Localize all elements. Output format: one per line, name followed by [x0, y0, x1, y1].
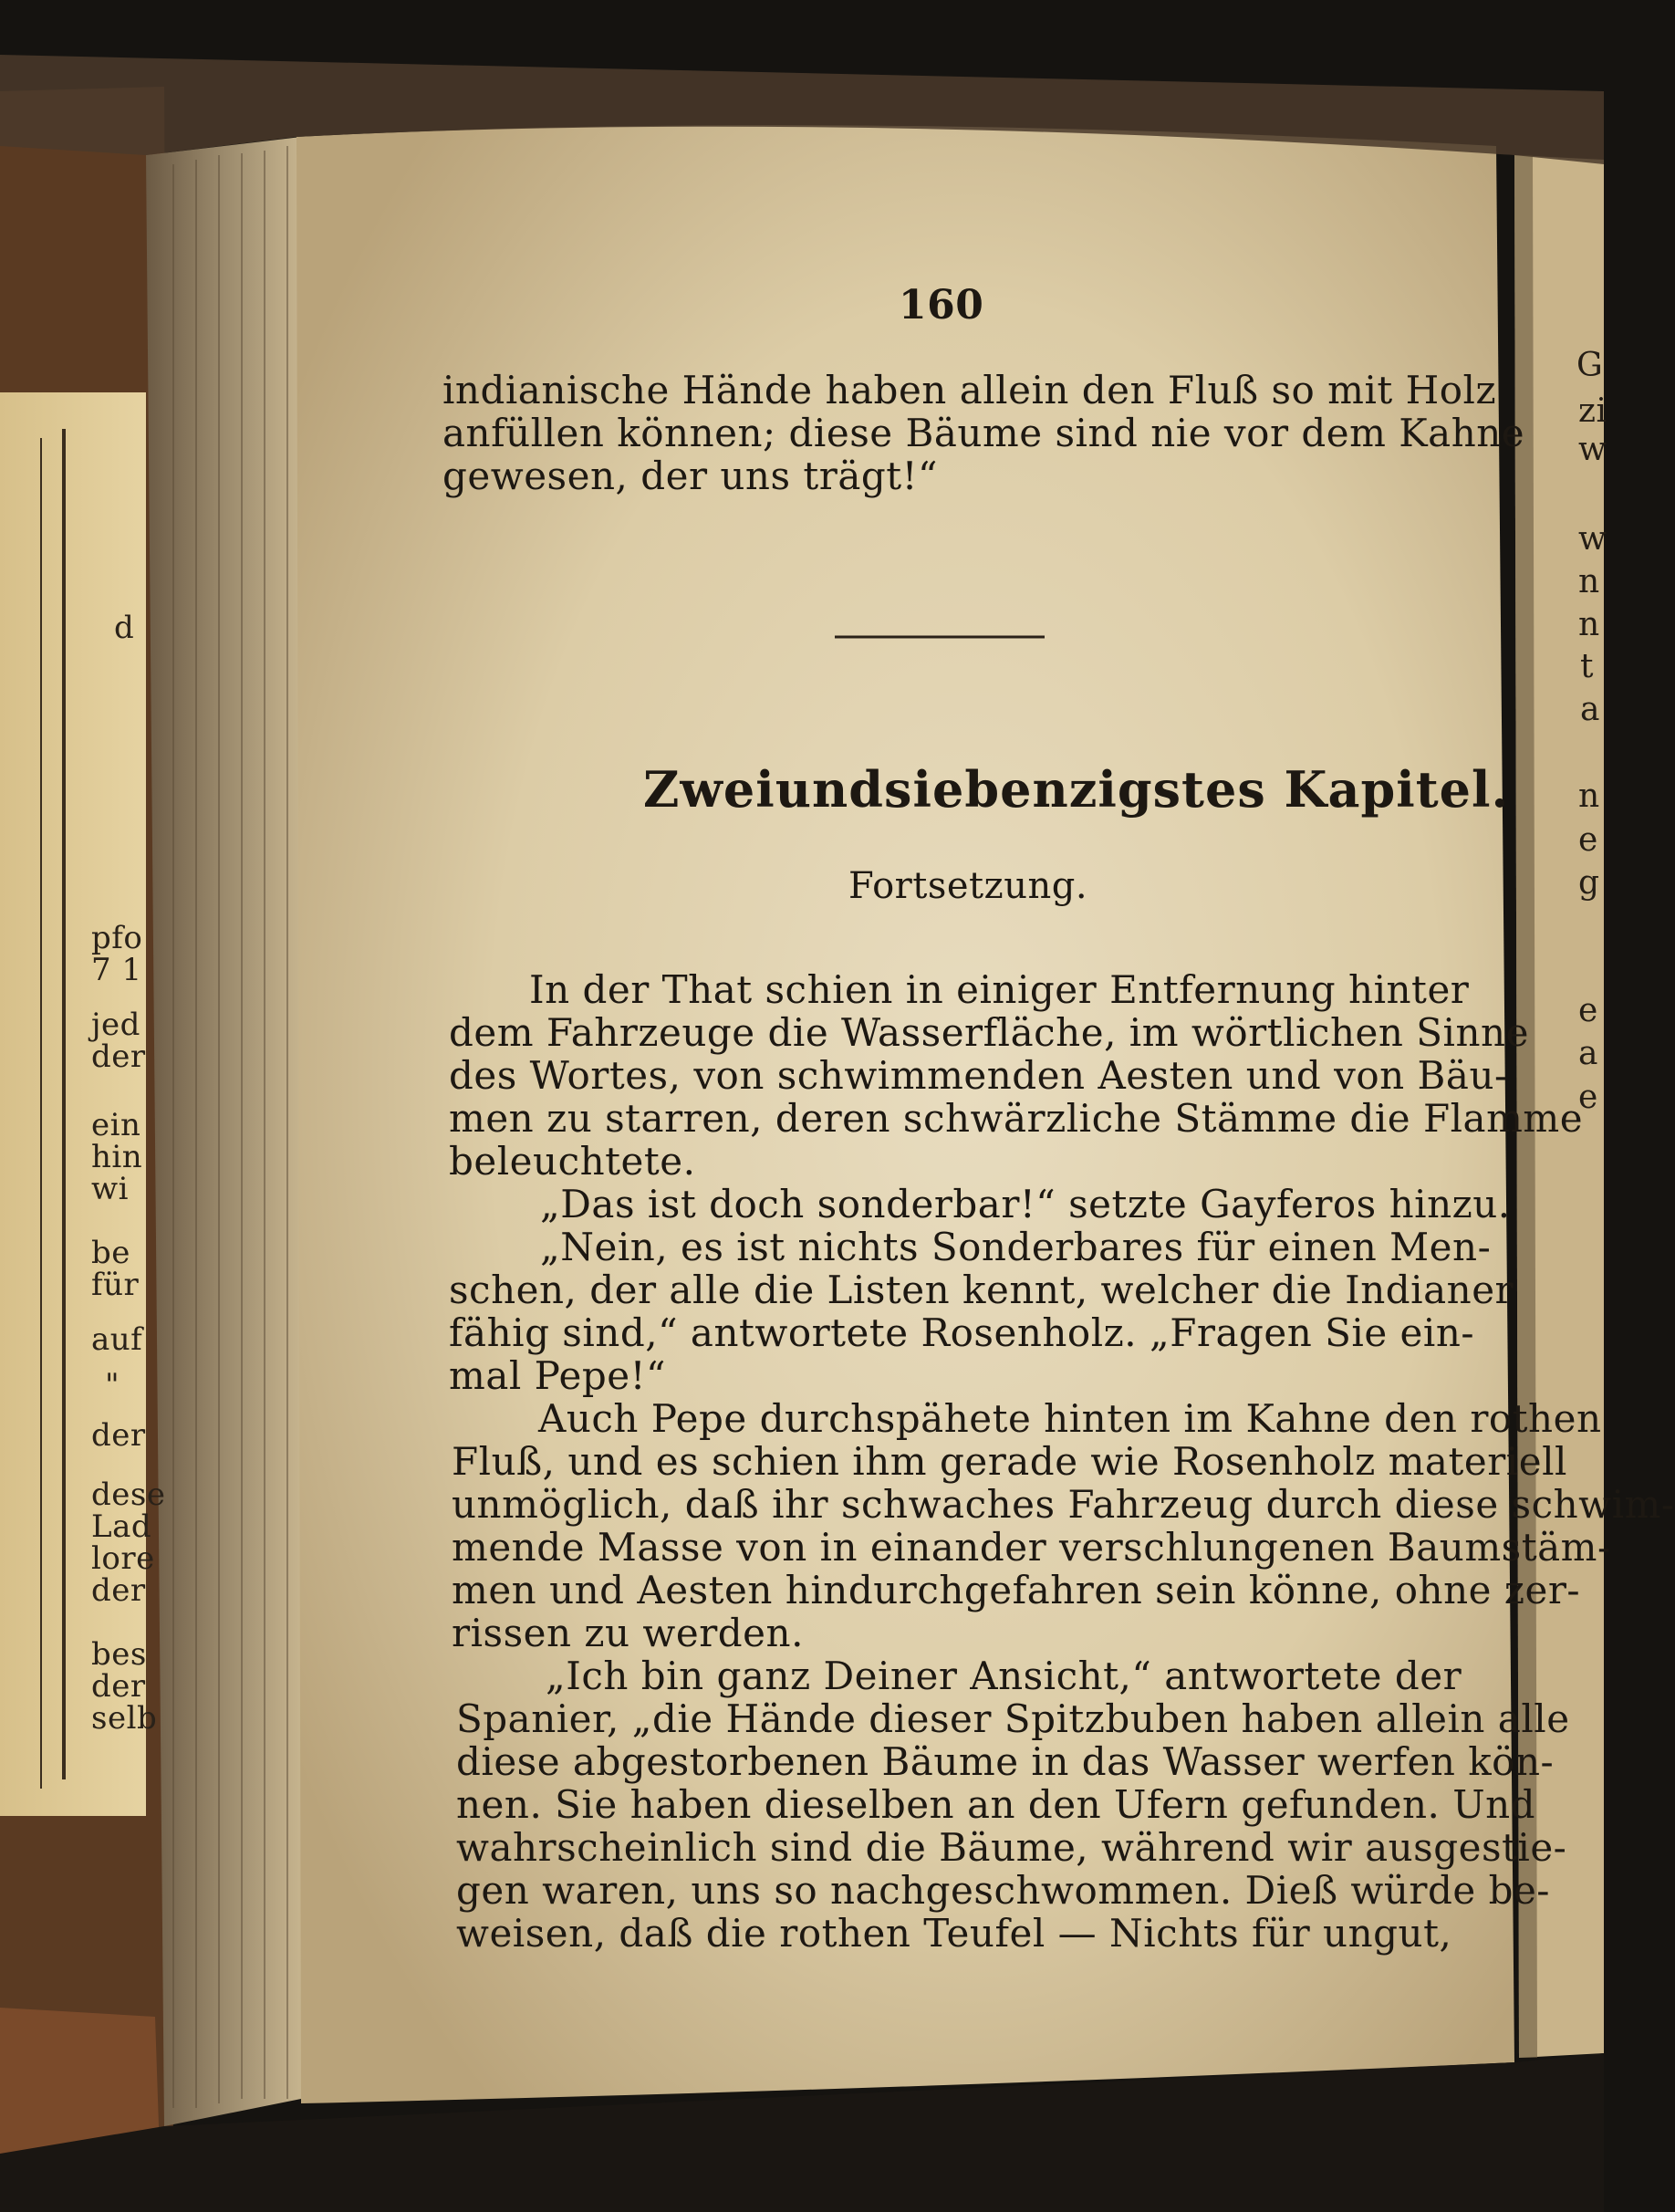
left-edge-fragment: ein — [91, 1107, 141, 1143]
left-edge-fragment: 7 1 — [91, 952, 142, 988]
text-line: gewesen, der uns trägt!“ — [442, 454, 938, 498]
text-line: diese abgestorbenen Bäume in das Wasser werfen kön- — [456, 1739, 1555, 1784]
text-line: mal Pepe!“ — [449, 1353, 666, 1398]
text-line: fähig sind,“ antwortete Rosenholz. „Fragen Sie ein- — [449, 1310, 1475, 1355]
left-edge-fragment: dese — [91, 1476, 166, 1513]
right-edge-fragment: e — [1578, 1079, 1598, 1116]
left-edge-fragment: bes — [91, 1636, 147, 1673]
right-edge-fragment: t — [1580, 648, 1594, 685]
right-edge-fragment: w — [1578, 520, 1607, 558]
text-line: unmöglich, daß ihr schwaches Fahrzeug durch diese schwim- — [452, 1482, 1675, 1527]
left-edge-fragment: lore — [91, 1540, 155, 1577]
right-edge-fragment: e — [1578, 992, 1598, 1029]
text-line: nen. Sie haben dieselben an den Ufern gefunden. Und — [456, 1782, 1536, 1827]
left-edge-fragment: selb — [91, 1700, 158, 1737]
left-edge-fragment: hin — [91, 1139, 143, 1175]
text-line: men und Aesten hindurchgefahren sein könne, ohne zer- — [452, 1568, 1581, 1612]
text-line: Spanier, „die Hände dieser Spitzbuben haben allein alle — [456, 1696, 1570, 1741]
left-edge-fragment: d — [114, 610, 135, 646]
left-edge-fragment: der — [91, 1668, 146, 1705]
text-line: anfüllen können; diese Bäume sind nie vor dem Kahne — [442, 411, 1525, 455]
right-edge-fragment: e — [1578, 821, 1598, 859]
right-edge-fragment: n — [1578, 606, 1600, 643]
chapter-subtitle: Fortsetzung. — [848, 865, 1088, 907]
text-line: „Nein, es ist nichts Sonderbares für einen Men- — [540, 1225, 1492, 1269]
text-line: indianische Hände haben allein den Fluß so mit Holz — [442, 368, 1497, 412]
text-line: Auch Pepe durchspähete hinten im Kahne den rothen — [538, 1396, 1602, 1441]
page-number: 160 — [899, 282, 984, 329]
left-edge-fragment: für — [91, 1267, 140, 1303]
text-line: gen waren, uns so nachgeschwommen. Dieß würde be- — [456, 1868, 1551, 1913]
text-line: des Wortes, von schwimmenden Aesten und von Bäu- — [449, 1053, 1508, 1098]
text-line: „Ich bin ganz Deiner Ansicht,“ antwortete der — [546, 1654, 1462, 1698]
left-edge-fragment: der — [91, 1572, 146, 1609]
text-line: weisen, daß die rothen Teufel — Nichts für ungut, — [456, 1911, 1452, 1956]
text-line: schen, der alle die Listen kennt, welcher die Indianer — [449, 1268, 1514, 1312]
left-edge-fragment: wi — [91, 1171, 129, 1207]
chapter-title: Zweiundsiebenzigstes Kapitel. — [643, 760, 1510, 819]
right-edge-fragment: zi — [1578, 392, 1607, 430]
text-line: wahrscheinlich sind die Bäume, während wir ausgestie- — [456, 1825, 1567, 1870]
text-line: mende Masse von in einander verschlungenen Baumstäm- — [452, 1525, 1611, 1570]
right-edge-fragment: n — [1578, 563, 1600, 600]
left-edge-fragment: pfo — [91, 920, 143, 956]
left-edge-fragment: jed — [91, 1007, 140, 1043]
right-edge-fragment: a — [1580, 691, 1600, 728]
left-edge-fragment: der — [91, 1038, 146, 1075]
left-edge-fragment: der — [91, 1417, 146, 1454]
right-edge-fragment: g — [1578, 864, 1600, 902]
text-line: beleuchtete. — [449, 1139, 696, 1184]
text-line: Fluß, und es schien ihm gerade wie Rosenholz materiell — [452, 1439, 1567, 1484]
text-line: dem Fahrzeuge die Wasserfläche, im wörtlichen Sinne — [449, 1010, 1529, 1055]
right-edge-fragment: w — [1578, 431, 1607, 468]
text-line: In der That schien in einiger Entfernung hinter — [529, 967, 1470, 1012]
text-line: men zu starren, deren schwärzliche Stämme die Flamme — [449, 1096, 1584, 1141]
text-line: rissen zu werden. — [452, 1611, 804, 1655]
right-edge-fragment: G — [1576, 347, 1604, 384]
text-line: „Das ist doch sonderbar!“ setzte Gayferos hinzu. — [540, 1182, 1511, 1226]
left-edge-fragment: " — [105, 1367, 120, 1403]
left-edge-fragment: Lad — [91, 1508, 152, 1545]
left-edge-fragment: be — [91, 1235, 130, 1271]
right-edge-fragment: a — [1578, 1035, 1598, 1072]
right-edge-fragment: n — [1578, 777, 1600, 815]
left-edge-fragment: auf — [91, 1321, 143, 1358]
